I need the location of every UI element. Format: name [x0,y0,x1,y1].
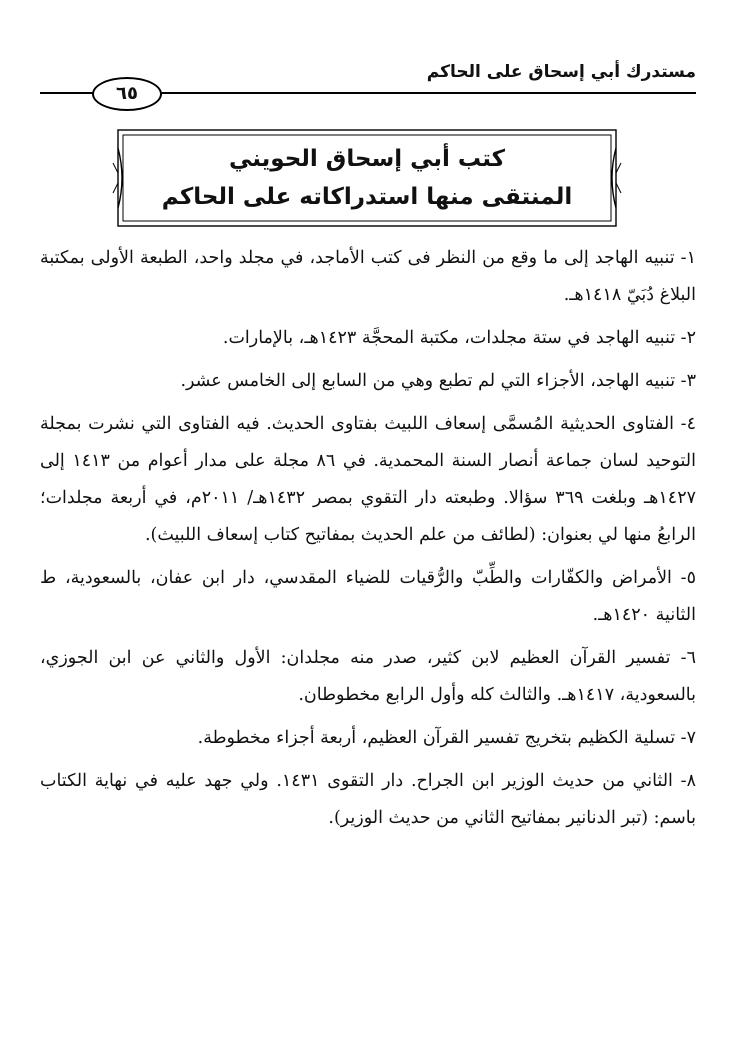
list-item: ٦- تفسير القرآن العظيم لابن كثير، صدر منه مجلدان: الأول والثاني عن ابن الجوزي، بالسعودية، ١٤١٧هـ. والثالث كله وأول الرابع مخطوطان. [40,648,696,705]
list-item: ٥- الأمراض والكفّارات والطِّبّ والرُّقيات للضياء المقدسي، دار ابن عفان، بالسعودية، ط الثانية ١٤٢٠هـ. [40,568,696,625]
running-title: مستدرك أبي إسحاق على الحاكم [426,62,696,82]
section-title-line-2: المنتقى منها استدراكاته على الحاكم [161,184,573,210]
list-item: ٤- الفتاوى الحديثية المُسمَّى إسعاف اللبيث بفتاوى الحديث. فيه الفتاوى التي نشرت بمجلة التوحيد لسان جماعة أنصار السنة المحمدية. في ٨٦ مجلة على مدار أعوام من ١٤١٣ إلى ١٤٢٧هـ وبلغت ٣٦٩ سؤالا. وطبعته دار التقوي بمصر ١٤٣٢هـ/ ٢٠١١م، في أربعة مجلدات؛ الرابعُ منها لي بعنوان: (لطائف من علم الحديث بمفاتيح كتاب إسعاف اللبيث). [40,414,696,545]
ornamental-border [112,128,622,228]
section-title-line-1: كتب أبي إسحاق الحويني [228,146,505,172]
list-item: ٢- تنبيه الهاجد في ستة مجلدات، مكتبة المحجَّة ١٤٢٣هـ، بالإمارات. [222,328,696,348]
page-number: ٦٥ [92,77,162,111]
list-item: ١- تنبيه الهاجد إلى ما وقع من النظر فى كتب الأماجد، في مجلد واحد، الطبعة الأولى بمكتبة البلاغ دُبَيّ ١٤١٨هـ. [40,248,696,305]
section-title-frame [112,128,622,228]
book-list [40,240,696,843]
list-item: ٧- تسلية الكظيم بتخريج تفسير القرآن العظيم، أربعة أجزاء مخطوطة. [197,728,696,748]
list-item: ٨- الثاني من حديث الوزير ابن الجراح. دار التقوى ١٤٣١. ولي جهد عليه في نهاية الكتاب باسم: (تبر الدنانير بمفاتيح الثاني من حديث الوزير). [40,771,696,828]
list-item: ٣- تنبيه الهاجد، الأجزاء التي لم تطبع وهي من السابع إلى الخامس عشر. [180,371,696,391]
